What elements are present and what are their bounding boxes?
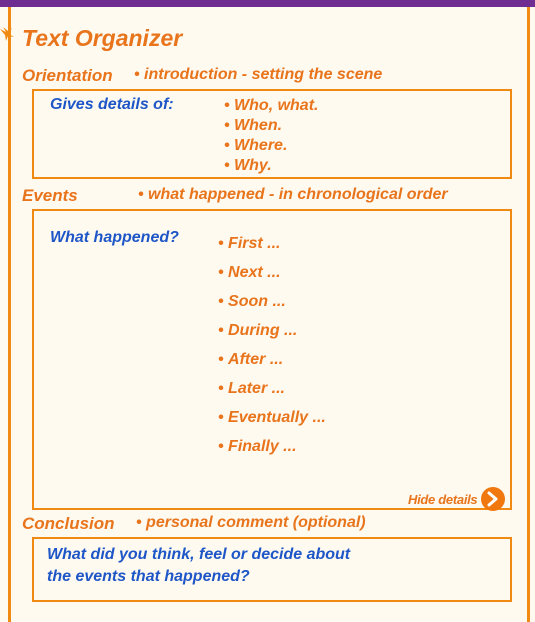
list-item: • Next ... (218, 258, 326, 287)
orientation-label: Gives details of: (50, 96, 174, 113)
events-heading: Events (22, 186, 78, 205)
events-list (218, 229, 326, 461)
top-bar (0, 0, 535, 7)
list-item: • When. (224, 116, 318, 136)
conclusion-line-1: What did you think, feel or decide about (47, 546, 351, 563)
events-label: What happened? (50, 229, 179, 246)
list-item: • After ... (218, 345, 326, 374)
orientation-list (224, 96, 318, 176)
list-item: • Soon ... (218, 287, 326, 316)
list-item: • Eventually ... (218, 403, 326, 432)
list-item: • First ... (218, 229, 326, 258)
list-item: • During ... (218, 316, 326, 345)
conclusion-line-2: the events that happened? (47, 568, 250, 585)
hide-details-label: Hide details (408, 491, 478, 507)
events-note: • what happened - in chronological order (138, 186, 448, 203)
star-burst-icon (0, 27, 14, 41)
arrow-right-circle-icon (481, 487, 505, 511)
page-title: Text Organizer (22, 25, 183, 51)
list-item: • Later ... (218, 374, 326, 403)
conclusion-heading: Conclusion (22, 514, 115, 533)
hide-details-button[interactable] (408, 487, 505, 511)
orientation-heading: Orientation (22, 66, 113, 85)
list-item: • Finally ... (218, 432, 326, 461)
list-item: • Why. (224, 156, 318, 176)
orientation-note: • introduction - setting the scene (134, 66, 383, 83)
list-item: • Where. (224, 136, 318, 156)
list-item: • Who, what. (224, 96, 318, 116)
conclusion-note: • personal comment (optional) (136, 514, 366, 531)
